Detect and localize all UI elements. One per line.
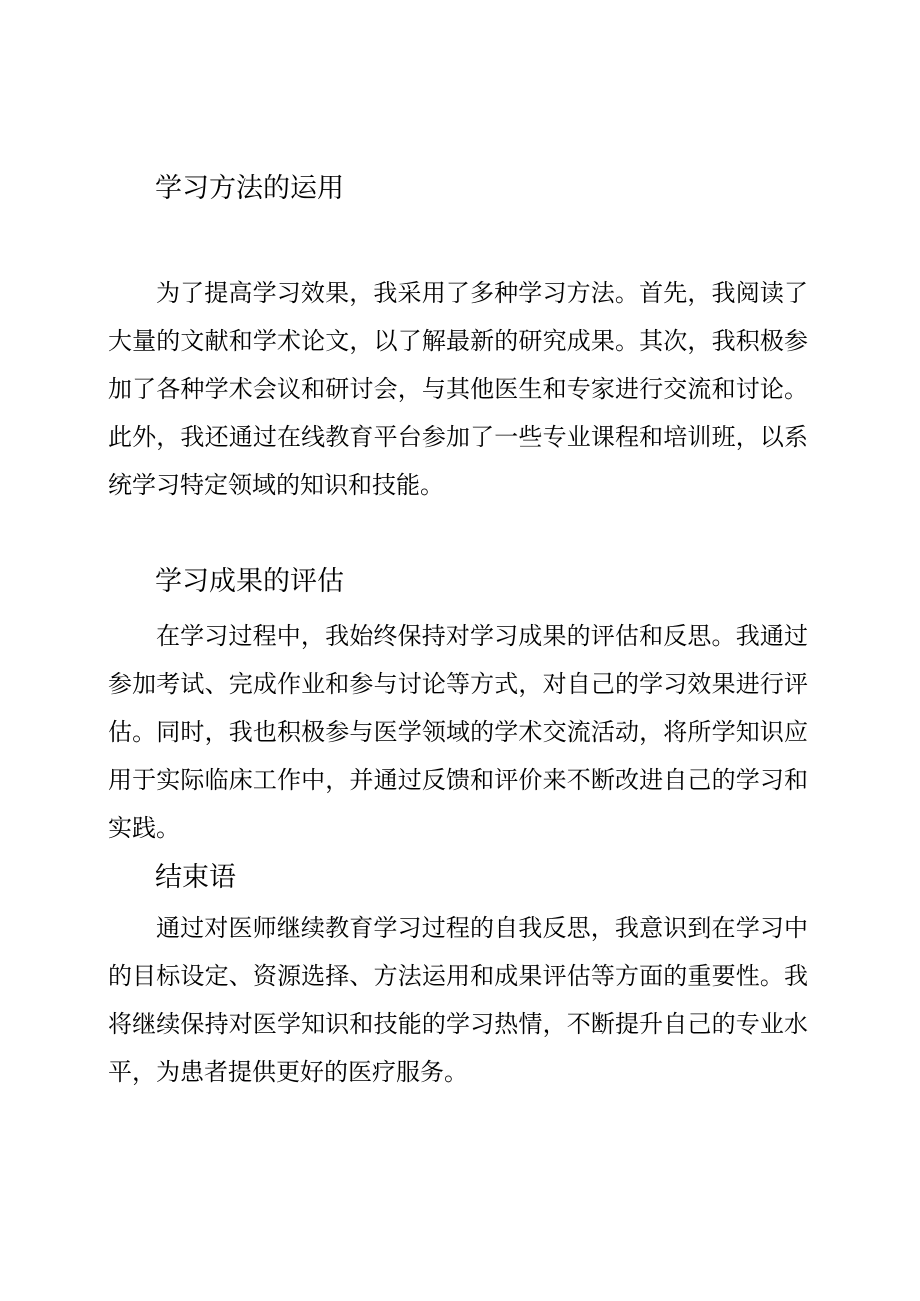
section-heading-outcome-evaluation: 学习成果的评估	[155, 566, 344, 597]
section-heading-conclusion: 结束语	[155, 862, 236, 893]
section-body-conclusion: 通过对医师继续教育学习过程的自我反思，我意识到在学习中的目标设定、资源选择、方法运用和成果评估等方面的重要性。我将继续保持对医学知识和技能的学习热情，不断提升自己的专业水平，为患者提供更好的医疗服务。	[108, 914, 808, 1086]
section-body-outcome-evaluation: 在学习过程中，我始终保持对学习成果的评估和反思。我通过参加考试、完成作业和参与讨论等方式，对自己的学习效果进行评估。同时，我也积极参与医学领域的学术交流活动，将所学知识应用于实际临床工作中，并通过反馈和评价来不断改进自己的学习和实践。	[108, 622, 808, 842]
section-heading-learning-methods: 学习方法的运用	[155, 173, 344, 204]
section-body-learning-methods: 为了提高学习效果，我采用了多种学习方法。首先，我阅读了大量的文献和学术论文，以了解最新的研究成果。其次，我积极参加了各种学术会议和研讨会，与其他医生和专家进行交流和讨论。此外，我还通过在线教育平台参加了一些专业课程和培训班，以系统学习特定领域的知识和技能。	[108, 279, 808, 499]
